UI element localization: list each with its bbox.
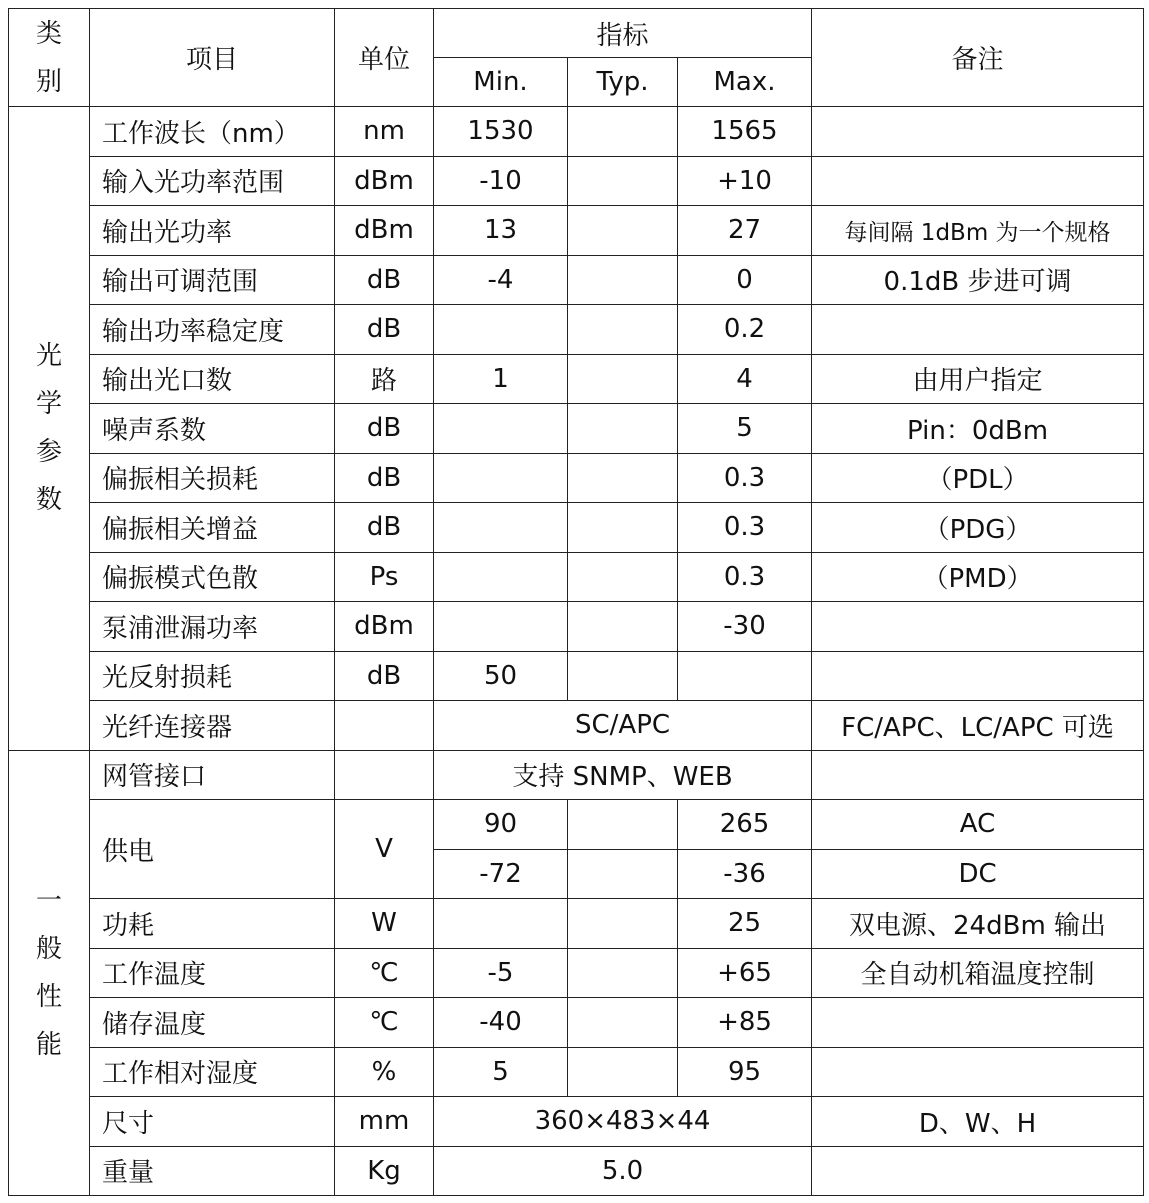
item-name: 输出光功率 [90, 206, 335, 256]
remark-cell: DC [812, 849, 1144, 899]
unit-cell: W [335, 899, 434, 949]
item-name: 工作温度 [90, 948, 335, 998]
min-cell: 1530 [434, 107, 568, 157]
min-cell: 13 [434, 206, 568, 256]
unit-cell: dB [335, 404, 434, 454]
optical-category-char: 数 [35, 485, 62, 516]
remark-cell: FC/APC、LC/APC 可选 [812, 701, 1144, 751]
unit-cell: dB [335, 651, 434, 701]
min-cell: 50 [434, 651, 568, 701]
min-cell [434, 552, 568, 602]
table-row-network [9, 750, 1144, 800]
table-row [9, 602, 1144, 652]
merged-value-cell: 5.0 [434, 1146, 812, 1196]
remark-cell: 由用户指定 [812, 354, 1144, 404]
max-cell: +10 [678, 156, 812, 206]
item-name: 输入光功率范围 [90, 156, 335, 206]
item-name: 储存温度 [90, 998, 335, 1048]
max-cell: 0.3 [678, 453, 812, 503]
unit-cell: dBm [335, 206, 434, 256]
table-row [9, 206, 1144, 256]
item-name: 偏振相关增益 [90, 503, 335, 553]
unit-cell: dBm [335, 156, 434, 206]
item-name: 工作相对湿度 [90, 1047, 335, 1097]
general-category-char: 能 [35, 1029, 62, 1060]
remark-cell: （PDL） [812, 453, 1144, 503]
typ-cell [568, 404, 678, 454]
general-category-char: 性 [35, 981, 62, 1012]
remark-cell: 双电源、24dBm 输出 [812, 899, 1144, 949]
typ-cell [568, 948, 678, 998]
table-row [9, 998, 1144, 1048]
header-min: Min. [434, 58, 568, 107]
item-name: 重量 [90, 1146, 335, 1196]
table-row [9, 503, 1144, 553]
item-name: 尺寸 [90, 1097, 335, 1147]
remark-cell [812, 156, 1144, 206]
item-name: 功耗 [90, 899, 335, 949]
item-name: 光反射损耗 [90, 651, 335, 701]
unit-cell: Kg [335, 1146, 434, 1196]
typ-cell [568, 255, 678, 305]
max-cell: 95 [678, 1047, 812, 1097]
header-max: Max. [678, 58, 812, 107]
unit-cell: dBm [335, 602, 434, 652]
min-cell: -5 [434, 948, 568, 998]
header-unit: 单位 [335, 9, 434, 107]
table-row [9, 156, 1144, 206]
unit-cell: mm [335, 1097, 434, 1147]
table-row-connector [9, 701, 1144, 751]
min-cell: -10 [434, 156, 568, 206]
min-cell [434, 503, 568, 553]
min-cell [434, 453, 568, 503]
max-cell: -30 [678, 602, 812, 652]
item-name: 输出功率稳定度 [90, 305, 335, 355]
table-row [9, 305, 1144, 355]
max-cell [678, 651, 812, 701]
typ-cell [568, 651, 678, 701]
typ-cell [568, 1047, 678, 1097]
remark-cell: AC [812, 800, 1144, 850]
max-cell: 25 [678, 899, 812, 949]
unit-cell: ℃ [335, 948, 434, 998]
remark-cell [812, 750, 1144, 800]
unit-cell: ℃ [335, 998, 434, 1048]
table-row [9, 354, 1144, 404]
min-cell: -40 [434, 998, 568, 1048]
header-category-cell [9, 9, 90, 107]
item-name: 供电 [90, 800, 335, 899]
optical-category-char: 光 [35, 341, 62, 372]
optical-category-char: 参 [35, 437, 62, 468]
header-category-char: 别 [35, 66, 62, 97]
item-name: 偏振相关损耗 [90, 453, 335, 503]
remark-cell [812, 305, 1144, 355]
typ-cell [568, 206, 678, 256]
unit-cell: dB [335, 503, 434, 553]
header-typ: Typ. [568, 58, 678, 107]
typ-cell [568, 849, 678, 899]
unit-cell [335, 750, 434, 800]
remark-cell: D、W、H [812, 1097, 1144, 1147]
min-cell: -72 [434, 849, 568, 899]
unit-cell: nm [335, 107, 434, 157]
optical-category-cell [9, 107, 90, 751]
max-cell: 27 [678, 206, 812, 256]
typ-cell [568, 107, 678, 157]
remark-cell [812, 602, 1144, 652]
min-cell [434, 404, 568, 454]
remark-cell [812, 107, 1144, 157]
remark-cell [812, 651, 1144, 701]
item-name: 光纤连接器 [90, 701, 335, 751]
header-item: 项目 [90, 9, 335, 107]
typ-cell [568, 305, 678, 355]
min-cell: 1 [434, 354, 568, 404]
remark-cell: （PDG） [812, 503, 1144, 553]
table-row [9, 552, 1144, 602]
item-name: 噪声系数 [90, 404, 335, 454]
max-cell: 0.2 [678, 305, 812, 355]
general-category-char: 般 [35, 933, 62, 964]
table-row-size [9, 1097, 1144, 1147]
typ-cell [568, 503, 678, 553]
typ-cell [568, 354, 678, 404]
table-row [9, 1047, 1144, 1097]
max-cell: 0 [678, 255, 812, 305]
item-name: 工作波长（nm） [90, 107, 335, 157]
typ-cell [568, 602, 678, 652]
remark-cell [812, 998, 1144, 1048]
merged-value-cell: 支持 SNMP、WEB [434, 750, 812, 800]
table-row [9, 255, 1144, 305]
spec-table [8, 8, 1144, 1196]
item-name: 偏振模式色散 [90, 552, 335, 602]
remark-cell: 每间隔 1dBm 为一个规格 [812, 206, 1144, 256]
table-row [9, 651, 1144, 701]
unit-cell: dB [335, 453, 434, 503]
unit-cell: dB [335, 255, 434, 305]
remark-cell: （PMD） [812, 552, 1144, 602]
table-row [9, 404, 1144, 454]
unit-cell: % [335, 1047, 434, 1097]
typ-cell [568, 156, 678, 206]
table-row-weight [9, 1146, 1144, 1196]
typ-cell [568, 453, 678, 503]
unit-cell [335, 701, 434, 751]
min-cell: -4 [434, 255, 568, 305]
table-row-power-ac [9, 800, 1144, 850]
min-cell [434, 602, 568, 652]
typ-cell [568, 800, 678, 850]
typ-cell [568, 552, 678, 602]
min-cell [434, 305, 568, 355]
max-cell: 4 [678, 354, 812, 404]
header-category-char: 类 [35, 18, 62, 49]
remark-cell: 全自动机箱温度控制 [812, 948, 1144, 998]
typ-cell [568, 899, 678, 949]
header-remark: 备注 [812, 9, 1144, 107]
max-cell: 5 [678, 404, 812, 454]
max-cell: 1565 [678, 107, 812, 157]
general-category-char: 一 [35, 885, 62, 916]
max-cell: -36 [678, 849, 812, 899]
merged-value-cell: SC/APC [434, 701, 812, 751]
table-row [9, 948, 1144, 998]
min-cell [434, 899, 568, 949]
item-name: 输出可调范围 [90, 255, 335, 305]
optical-category-char: 学 [35, 389, 62, 420]
unit-cell: 路 [335, 354, 434, 404]
max-cell: +85 [678, 998, 812, 1048]
max-cell: 0.3 [678, 552, 812, 602]
remark-cell [812, 1146, 1144, 1196]
item-name: 输出光口数 [90, 354, 335, 404]
remark-cell: Pin：0dBm [812, 404, 1144, 454]
max-cell: 0.3 [678, 503, 812, 553]
merged-value-cell: 360×483×44 [434, 1097, 812, 1147]
min-cell: 5 [434, 1047, 568, 1097]
header-indicator: 指标 [434, 9, 812, 58]
item-name: 泵浦泄漏功率 [90, 602, 335, 652]
table-row [9, 453, 1144, 503]
remark-cell: 0.1dB 步进可调 [812, 255, 1144, 305]
remark-cell [812, 1047, 1144, 1097]
unit-cell: V [335, 800, 434, 899]
min-cell: 90 [434, 800, 568, 850]
typ-cell [568, 998, 678, 1048]
general-category-cell [9, 750, 90, 1196]
table-row [9, 107, 1144, 157]
table-row [9, 899, 1144, 949]
max-cell: +65 [678, 948, 812, 998]
header-row [9, 9, 1144, 58]
unit-cell: Ps [335, 552, 434, 602]
unit-cell: dB [335, 305, 434, 355]
max-cell: 265 [678, 800, 812, 850]
item-name: 网管接口 [90, 750, 335, 800]
